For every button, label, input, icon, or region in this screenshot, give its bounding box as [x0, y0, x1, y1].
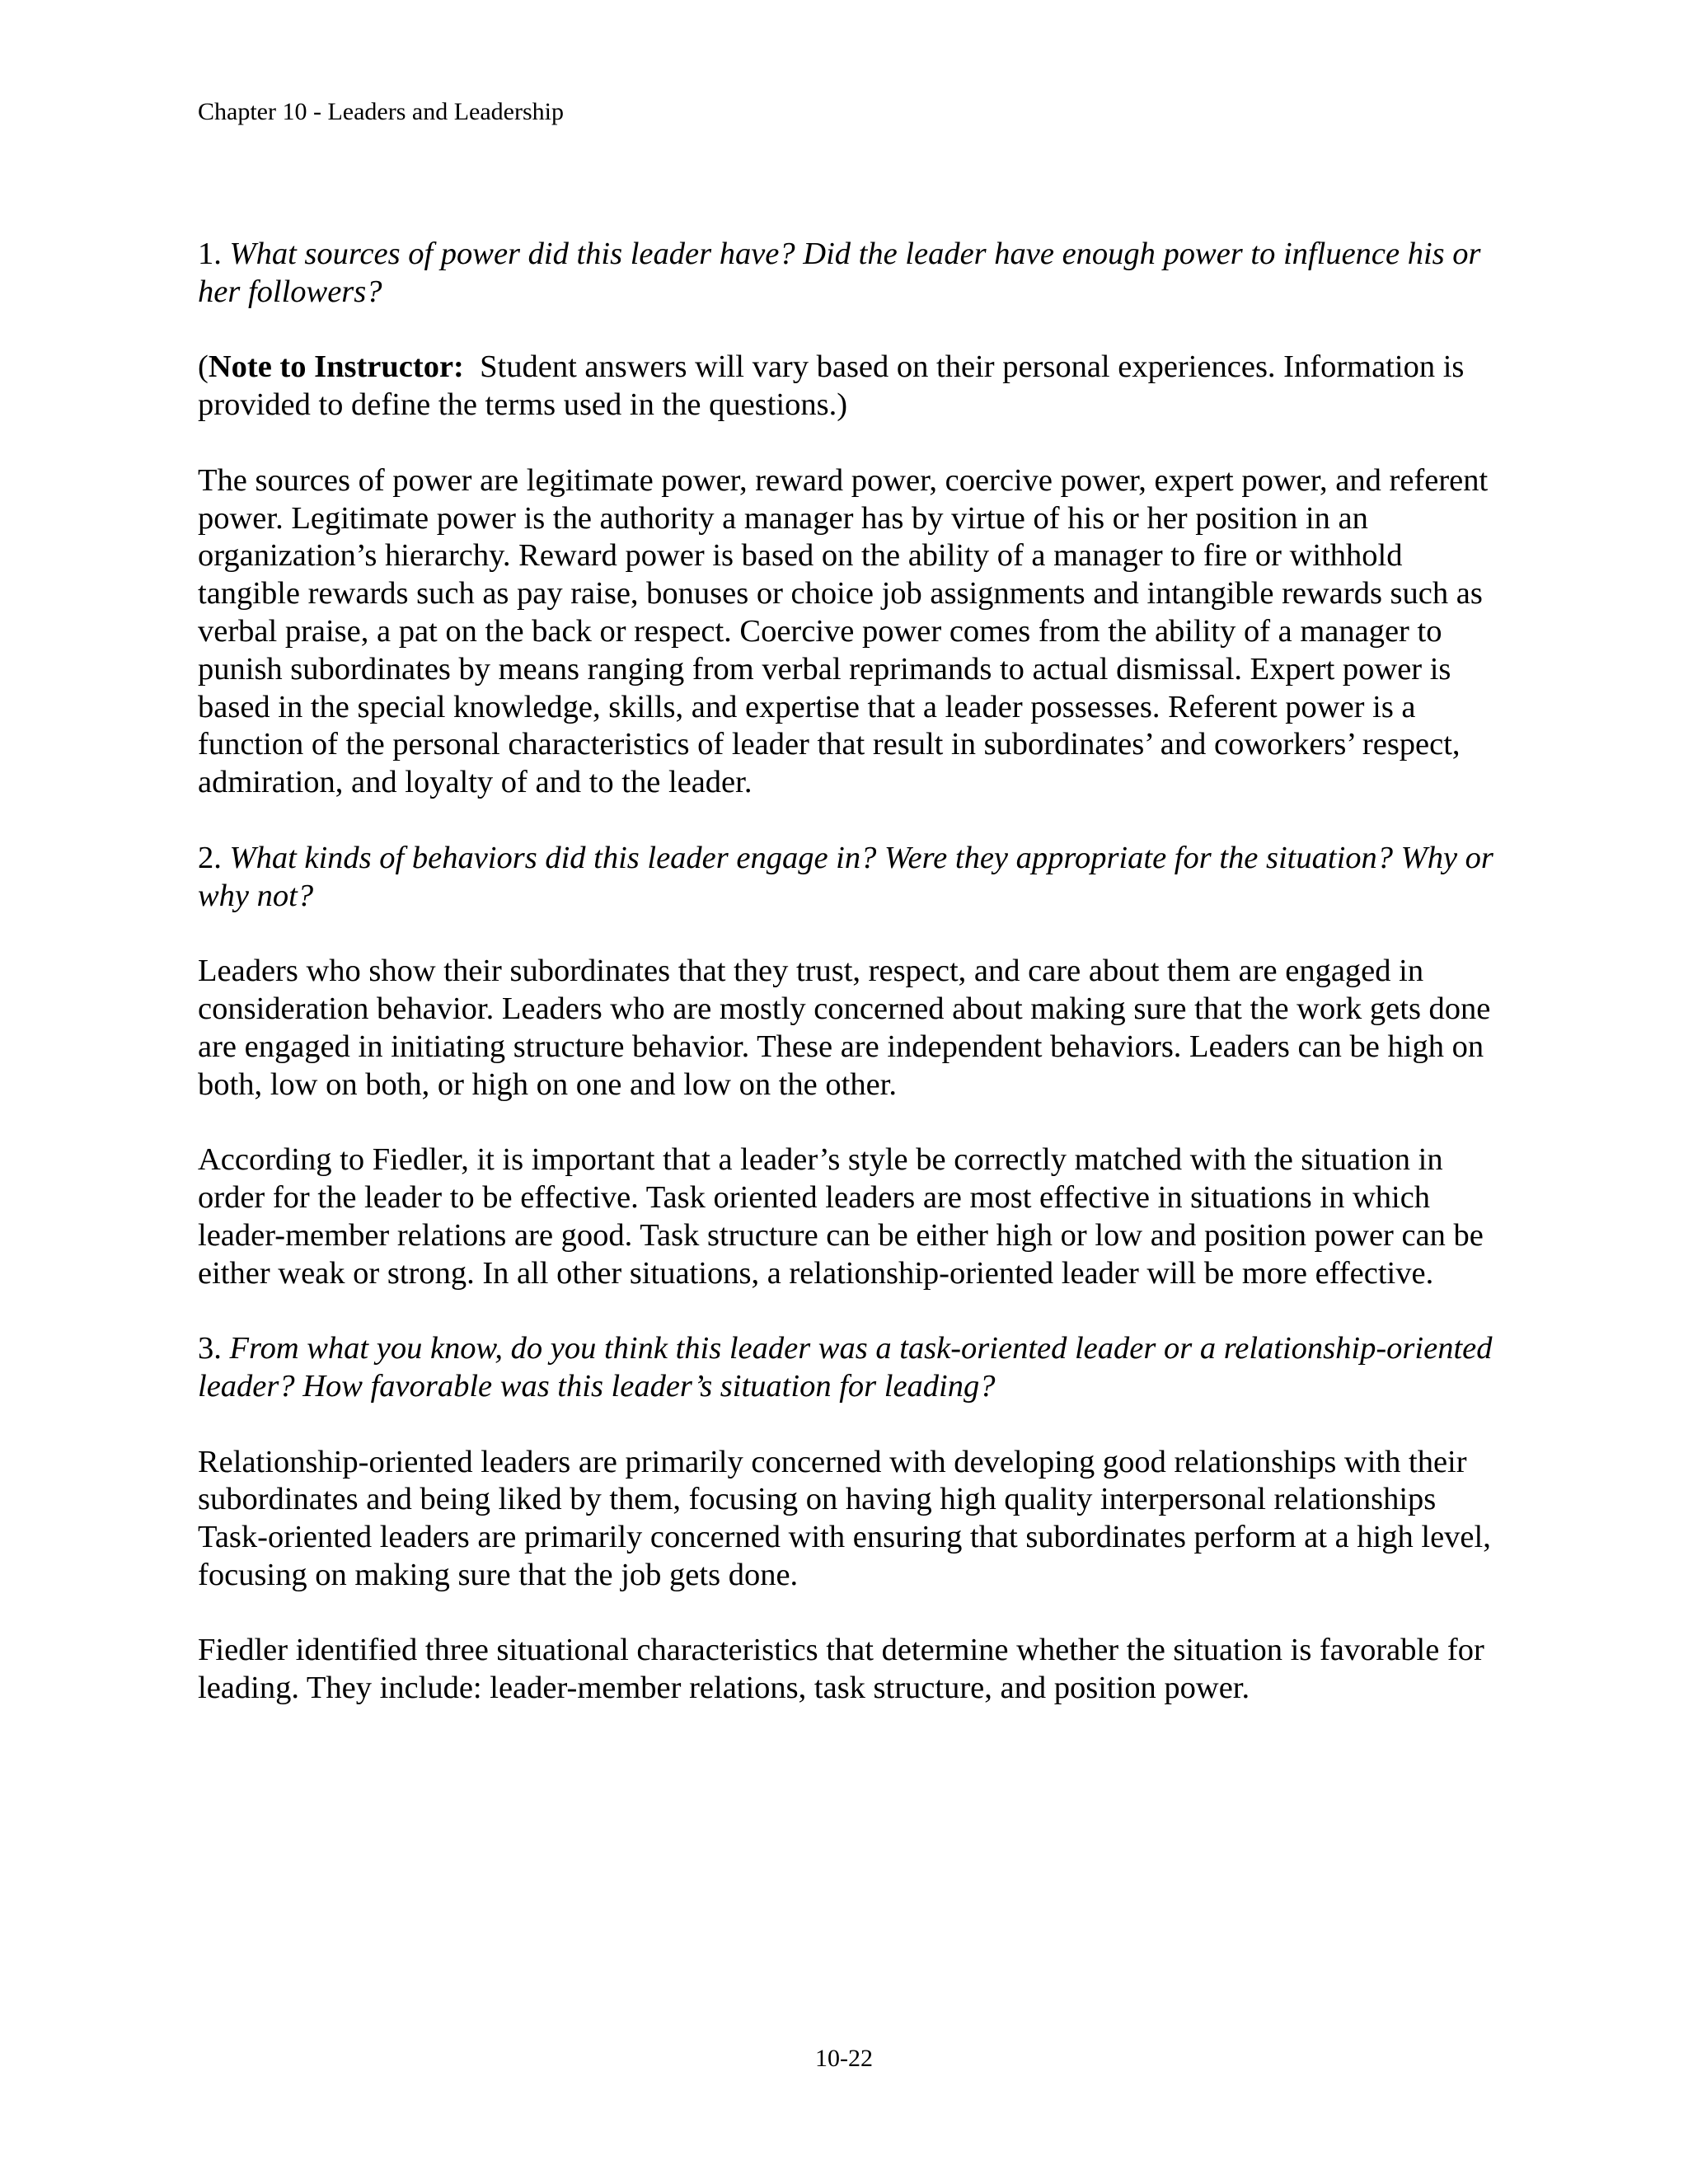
question-2-number: 2.	[198, 840, 222, 875]
question-3-text: From what you know, do you think this leader was a task-oriented leader or a relationship-oriented leader? How favorable was this leader’s situation for leading?	[198, 1331, 1493, 1404]
answer-fiedler-situation: Fiedler identified three situational characteristics that determine whether the situation is favorable for leading. They include: leader-member relations, task structure, and position power.	[198, 1633, 1484, 1706]
instructor-note	[198, 349, 1500, 424]
note-label: Note to Instructor:	[208, 349, 464, 385]
question-1-number: 1.	[198, 237, 222, 271]
question-3-number: 3.	[198, 1331, 222, 1366]
answer-power-sources: The sources of power are legitimate power, reward power, coercive power, expert power, and referent power. Legitimate power is the authority a manager has by virtue of his or her position in an organization’s hierarchy. Reward power is based on the ability of a manager to fire or withhold tangible rewards such as pay raise, bonuses or choice job assignments and intangible rewards such as verbal praise, a pat on the back or respect. Coercive power comes from the ability of a manager to punish subordinates by means ranging from verbal reprimands to actual dismissal. Expert power is based in the special knowledge, skills, and expertise that a leader possesses. Referent power is a function of the personal characteristics of leader that result in subordinates’ and coworkers’ respect, admiration, and loyalty of and to the leader.	[198, 462, 1489, 800]
answer-fiedler-match: According to Fiedler, it is important that a leader’s style be correctly matched with the situation in order for the leader to be effective. Task oriented leaders are most effective in situations in which leader-member relations are good. Task structure can be either high or low and position power can be either weak or strong. In all other situations, a relationship-oriented leader will be more effective.	[198, 1142, 1484, 1291]
answer-behaviors: Leaders who show their subordinates that they trust, respect, and care about them are engaged in consideration behavior. Leaders who are mostly concerned about making sure that the work gets done are engaged in initiating structure behavior. These are independent behaviors. Leaders can be high on both, low on both, or high on one and low on the other.	[198, 954, 1491, 1102]
question-2	[198, 840, 1500, 916]
page-content	[198, 236, 1500, 1708]
question-2-text: What kinds of behaviors did this leader engage in? Were they appropriate for the situation? Why or why not?	[198, 840, 1493, 913]
question-1-text: What sources of power did this leader have? Did the leader have enough power to influence his or her followers?	[198, 237, 1481, 309]
chapter-header: Chapter 10 - Leaders and Leadership	[198, 98, 564, 125]
note-open-paren: (	[198, 349, 209, 385]
answer-orientation: Relationship-oriented leaders are primarily concerned with developing good relationships with their subordinates and being liked by them, focusing on having high quality interpersonal relationships Task-oriented leaders are primarily concerned with ensuring that subordinates perform at a high level, focusing on making sure that the job gets done.	[198, 1444, 1491, 1592]
question-1	[198, 236, 1500, 312]
question-3	[198, 1330, 1500, 1406]
page-number: 10-22	[815, 2045, 873, 2072]
note-text: Student answers will vary based on their personal experiences. Information is provided to define the terms used in the questions.)	[198, 349, 1472, 423]
